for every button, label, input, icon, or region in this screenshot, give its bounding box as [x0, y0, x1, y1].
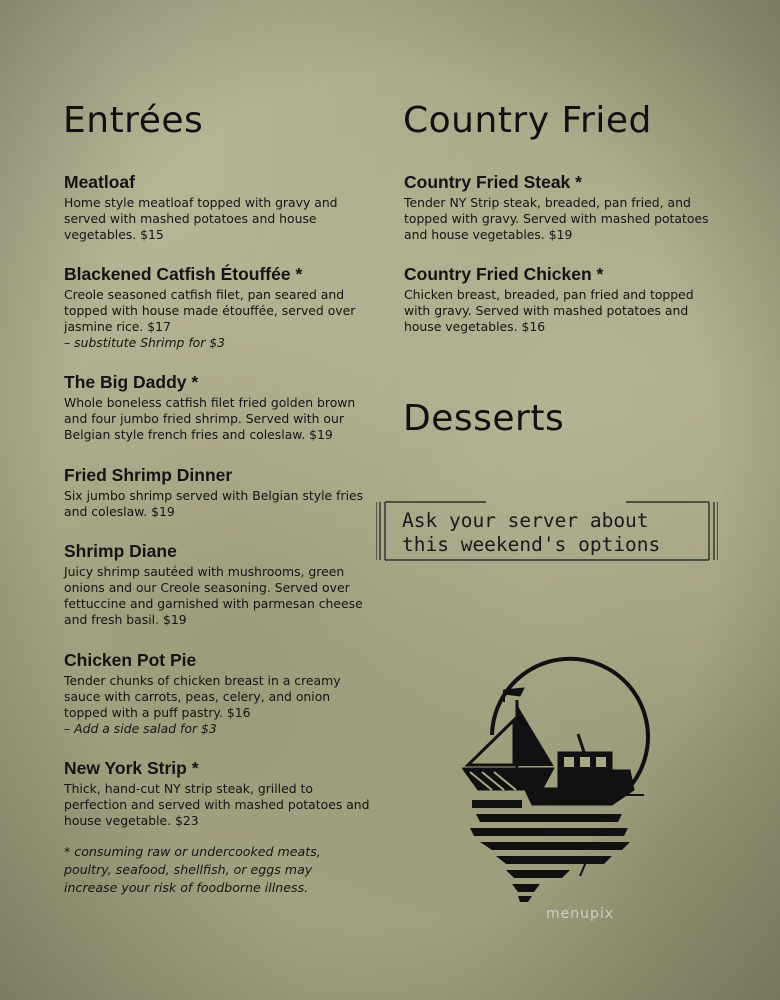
item-description: Six jumbo shrimp served with Belgian style fries and coleslaw. $19 — [64, 488, 364, 519]
menu-item-shrimp-diane — [64, 541, 374, 628]
item-name: Shrimp Diane — [64, 541, 177, 561]
item-description: Thick, hand-cut NY strip steak, grilled to perfection and served with mashed potatoes and house vegetable. $23 — [64, 781, 370, 828]
menu-item-new-york-strip — [64, 758, 374, 829]
heading-entrees: Entrées — [63, 100, 204, 141]
item-description: Chicken breast, breaded, pan fried and topped with gravy. Served with mashed potatoes and house vegetables. $16 — [404, 287, 694, 334]
watermark: menupix — [546, 906, 615, 922]
item-name: New York Strip * — [64, 758, 199, 778]
item-name: Fried Shrimp Dinner — [64, 465, 233, 485]
item-note: – substitute Shrimp for $3 — [64, 335, 226, 350]
item-name: Blackened Catfish Étouffée * — [64, 264, 303, 284]
item-description: Whole boneless catfish filet fried golden brown and four jumbo fried shrimp. Served with our Belgian style french fries and coleslaw. $19 — [64, 395, 356, 442]
desserts-notice-box — [376, 501, 718, 561]
menu-item-big-daddy — [64, 372, 374, 443]
menu-item-country-fried-chicken — [404, 264, 714, 335]
item-description: Creole seasoned catfish filet, pan seared and topped with house made étouffée, served over jasmine rice. $17 — [64, 287, 356, 334]
item-description: Tender NY Strip steak, breaded, pan fried, and topped with gravy. Served with mashed potatoes and house vegetables. $19 — [404, 195, 709, 242]
item-name: Chicken Pot Pie — [64, 650, 197, 670]
item-description: Juicy shrimp sautéed with mushrooms, green onions and our Creole seasoning. Served over fettuccine and garnished with parmesan cheese and fresh basil. $19 — [64, 564, 363, 627]
heading-country-fried: Country Fried — [403, 100, 652, 141]
sailboat-and-tugboat-moon-icon — [462, 640, 652, 902]
item-description: Home style meatloaf topped with gravy and served with mashed potatoes and house vegetables. $15 — [64, 195, 338, 242]
menu-item-meatloaf — [64, 172, 374, 243]
item-description: Tender chunks of chicken breast in a creamy sauce with carrots, peas, celery, and onion topped with a puff pastry. $16 — [64, 673, 341, 720]
menu-item-blackened-catfish — [64, 264, 374, 351]
food-safety-disclaimer: * consuming raw or undercooked meats, poultry, seafood, shellfish, or eggs may increase your risk of foodborne illness. — [64, 844, 321, 895]
menu-item-chicken-pot-pie — [64, 650, 374, 737]
item-name: Meatloaf — [64, 172, 135, 192]
item-name: Country Fried Steak * — [404, 172, 582, 192]
item-note: – Add a side salad for $3 — [64, 721, 217, 736]
menu-item-fried-shrimp-dinner — [64, 465, 374, 520]
heading-desserts: Desserts — [403, 398, 565, 439]
menu-item-country-fried-steak — [404, 172, 714, 243]
item-name: The Big Daddy * — [64, 372, 199, 392]
desserts-notice-text: Ask your server about this weekend's options — [402, 509, 661, 556]
item-name: Country Fried Chicken * — [404, 264, 604, 284]
